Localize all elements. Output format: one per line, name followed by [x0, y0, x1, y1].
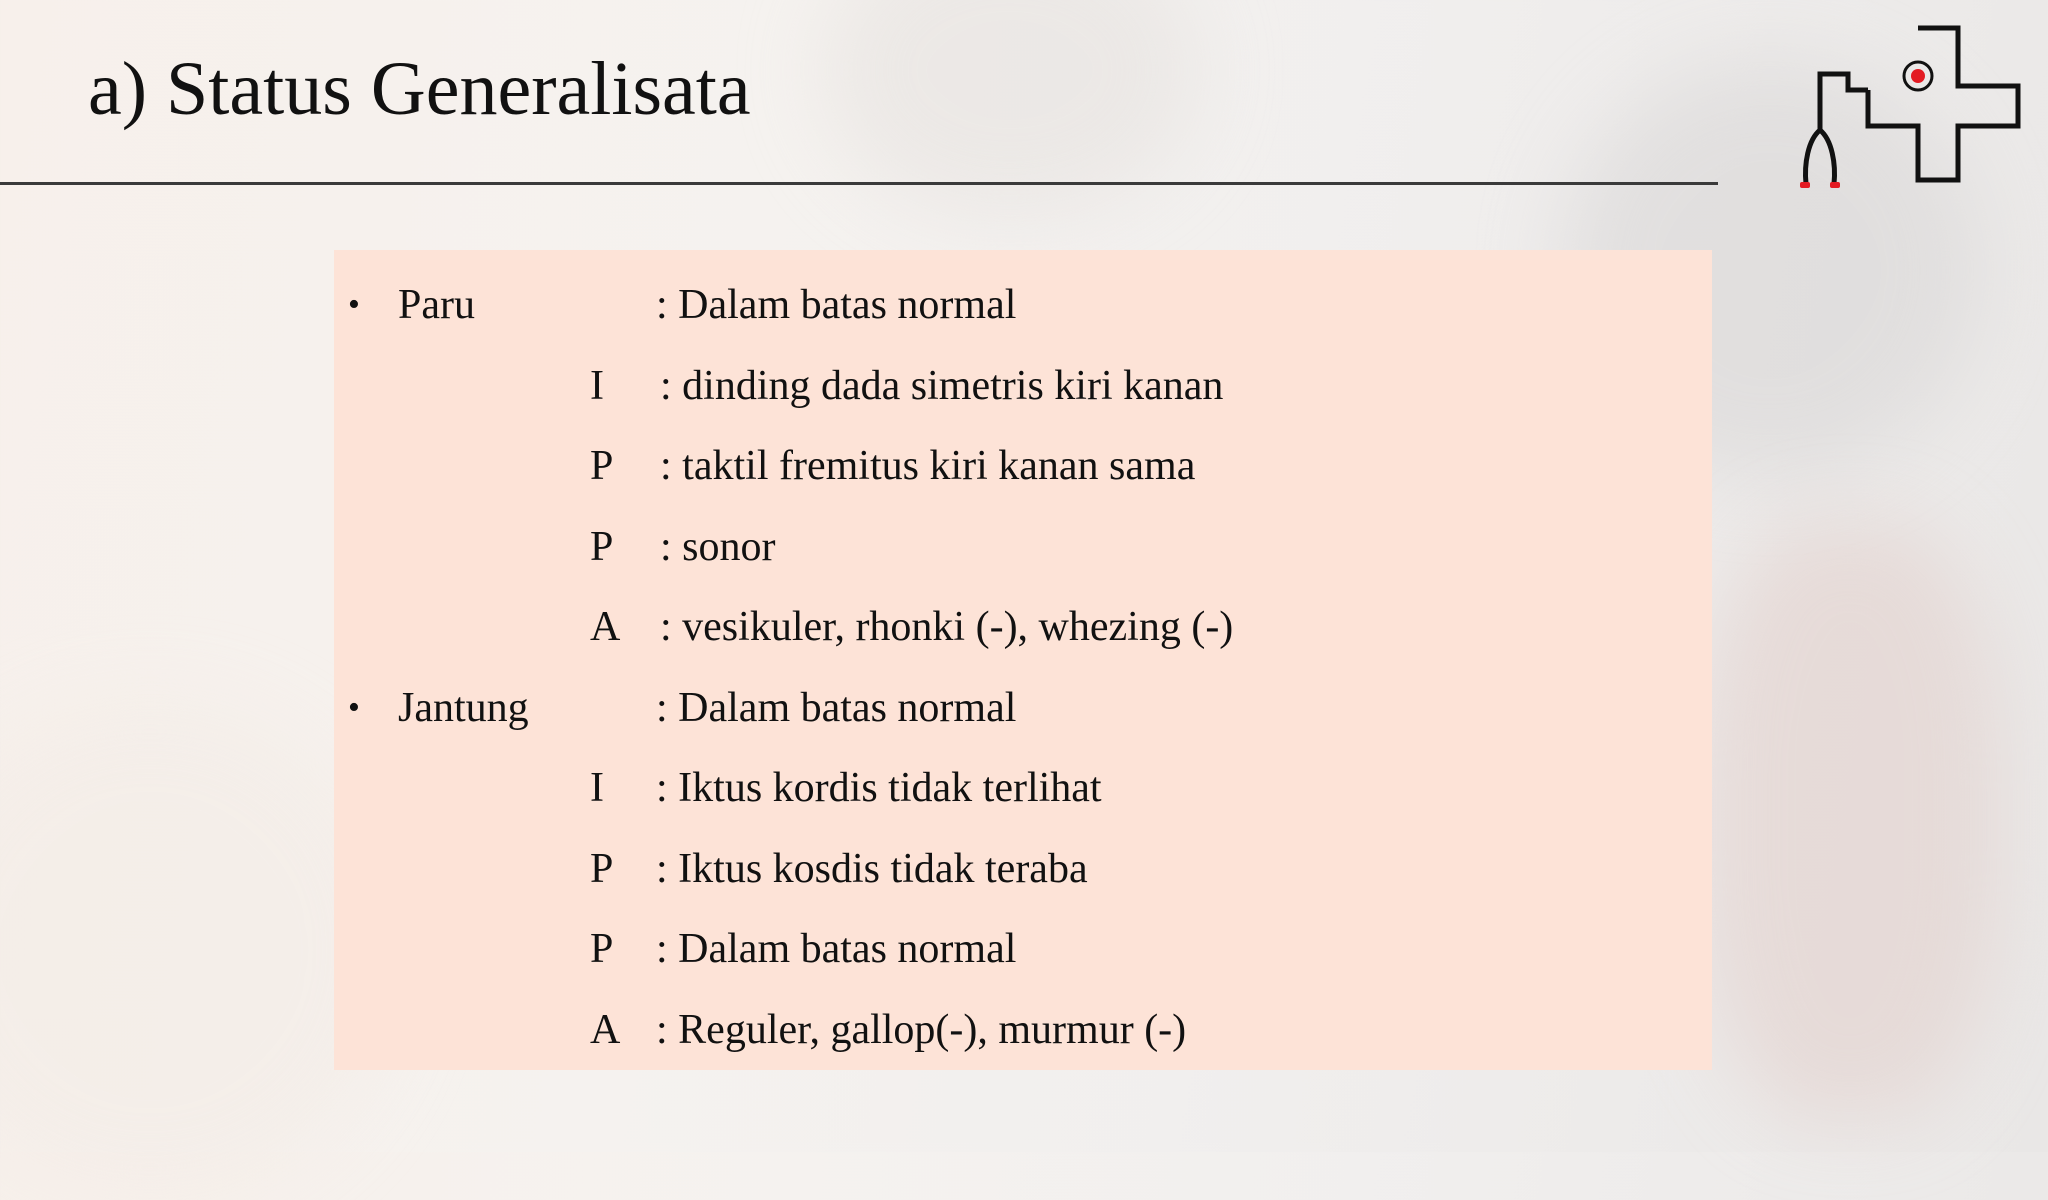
- exam-finding: : Dalam batas normal: [656, 926, 1017, 972]
- term-jantung: Jantung: [398, 685, 529, 731]
- exam-letter: I: [590, 363, 604, 409]
- list-item: [334, 914, 1712, 984]
- list-item: [334, 995, 1712, 1065]
- list-item: [334, 753, 1712, 823]
- exam-finding: : Iktus kordis tidak terlihat: [656, 765, 1102, 811]
- exam-finding: : vesikuler, rhonki (-), whezing (-): [660, 604, 1234, 650]
- list-item: [334, 351, 1712, 421]
- exam-letter: P: [590, 524, 614, 570]
- exam-letter: A: [590, 1007, 621, 1053]
- list-item: [334, 512, 1712, 582]
- term-paru: Paru: [398, 282, 475, 328]
- list-item: [334, 592, 1712, 662]
- summary-paru: : Dalam batas normal: [656, 282, 1017, 328]
- exam-letter: P: [590, 443, 614, 489]
- exam-finding: : Reguler, gallop(-), murmur (-): [656, 1007, 1187, 1053]
- exam-letter: P: [590, 926, 614, 972]
- bullet: •: [348, 286, 360, 323]
- background-shape: [1700, 520, 2000, 1120]
- exam-findings-box: [334, 250, 1712, 1070]
- exam-finding: : dinding dada simetris kiri kanan: [660, 363, 1224, 409]
- background-shape: [820, 0, 1200, 220]
- exam-finding: : sonor: [660, 524, 776, 570]
- list-item-jantung: [334, 673, 1712, 743]
- exam-finding: : Iktus kosdis tidak teraba: [656, 846, 1088, 892]
- exam-letter: I: [590, 765, 604, 811]
- title-divider: [0, 182, 1718, 185]
- stethoscope-cross-icon: [1792, 22, 2022, 198]
- list-item: [334, 431, 1712, 501]
- exam-letter: P: [590, 846, 614, 892]
- list-item: [334, 834, 1712, 904]
- exam-letter: A: [590, 604, 621, 650]
- exam-finding: : taktil fremitus kiri kanan sama: [660, 443, 1196, 489]
- summary-jantung: : Dalam batas normal: [656, 685, 1017, 731]
- slide-title: a) Status Generalisata: [88, 47, 751, 131]
- bullet: •: [348, 689, 360, 726]
- list-item-paru: [334, 270, 1712, 340]
